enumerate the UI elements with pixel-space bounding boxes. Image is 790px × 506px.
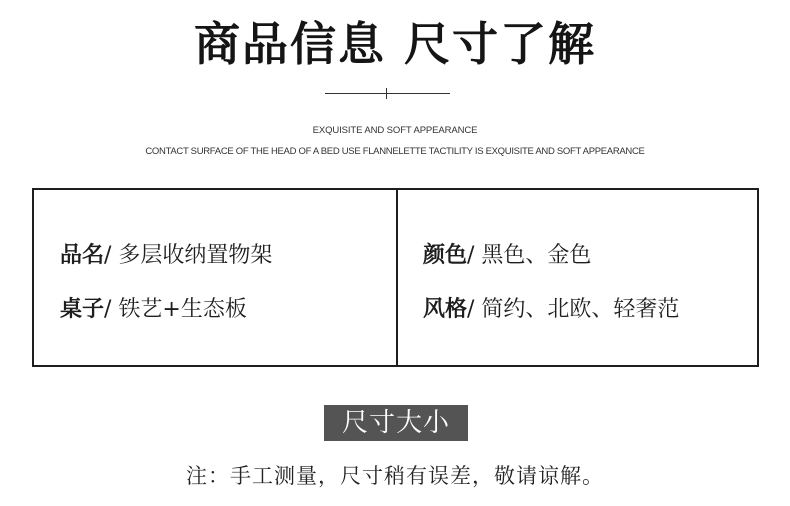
- info-separator: /: [104, 297, 119, 322]
- subtitle-secondary: CONTACT SURFACE OF THE HEAD OF A BED USE FLANNELETTE TACTILITY IS EXQUISITE AND SOFT APPEARANCE: [145, 146, 645, 157]
- info-separator: /: [104, 243, 119, 268]
- info-label-table: 桌子: [60, 297, 105, 322]
- info-value-style: 简约、北欧、轻奢范: [481, 297, 680, 322]
- info-label-name: 品名: [60, 243, 105, 268]
- info-value-name: 多层收纳置物架: [118, 243, 273, 268]
- info-column-divider: [396, 190, 398, 365]
- info-label-style: 风格: [423, 297, 468, 322]
- info-row-style: [423, 295, 679, 325]
- info-separator: /: [467, 243, 482, 268]
- info-label-color: 颜色: [423, 243, 468, 268]
- title-divider-tick: [386, 88, 387, 99]
- subtitle-primary: EXQUISITE AND SOFT APPEARANCE: [312, 125, 478, 136]
- info-row-color: [423, 241, 591, 271]
- product-info-box: [32, 188, 759, 367]
- title-divider-line: [325, 93, 450, 94]
- info-row-name: [60, 241, 272, 271]
- page-title: 商品信息 尺寸了解: [193, 17, 596, 71]
- size-section-heading: 尺寸大小: [324, 405, 468, 441]
- info-separator: /: [467, 297, 482, 322]
- info-value-color: 黑色、金色: [481, 243, 592, 268]
- info-value-table: 铁艺+生态板: [118, 297, 247, 322]
- info-row-table: [60, 295, 247, 325]
- measurement-note: 注：手工测量，尺寸稍有误差，敬请谅解。: [186, 464, 604, 488]
